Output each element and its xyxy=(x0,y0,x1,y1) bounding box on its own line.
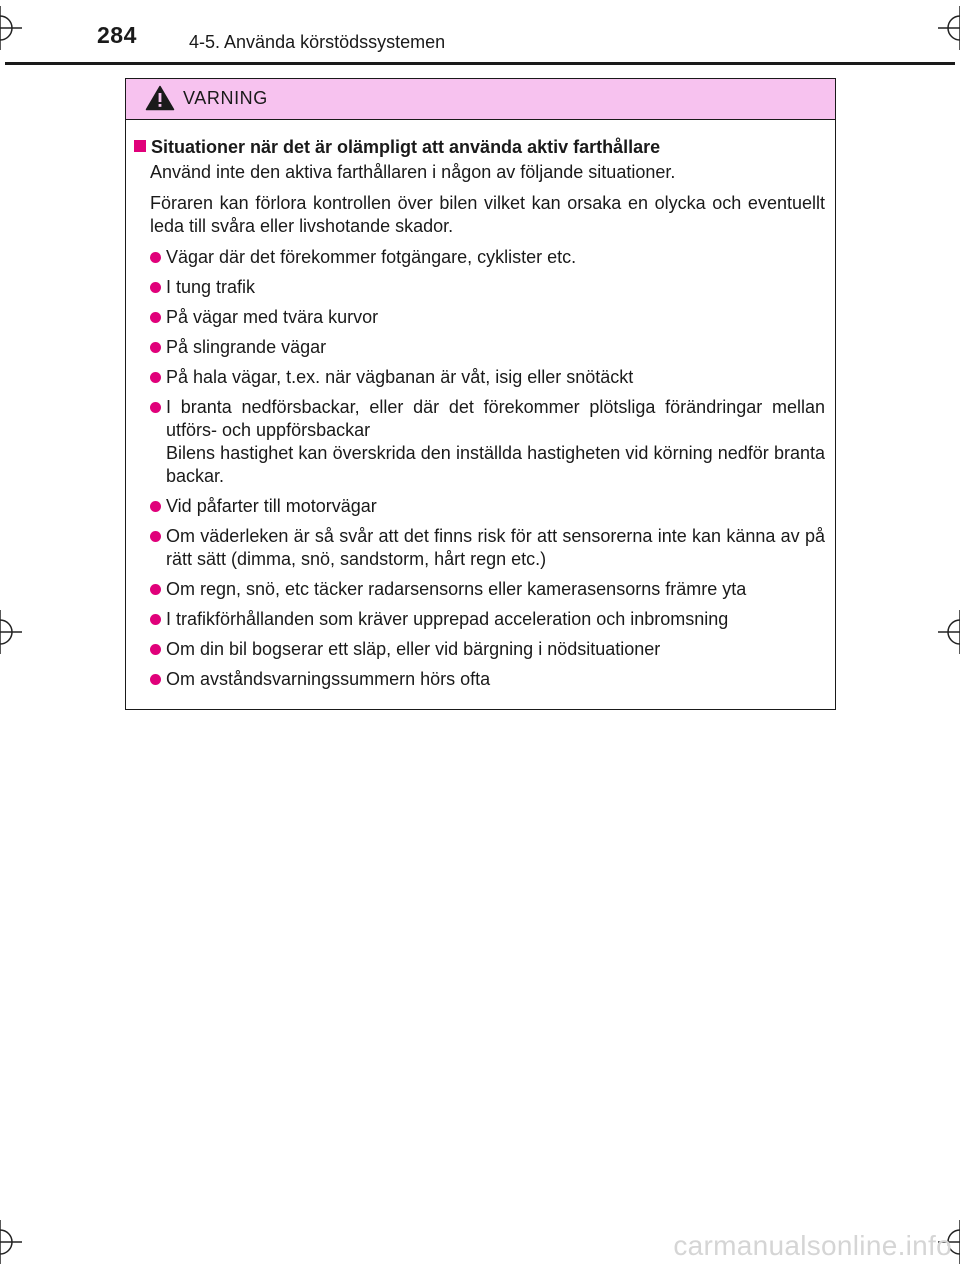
list-item xyxy=(150,608,825,631)
situation-list xyxy=(134,246,827,691)
registration-mark-icon xyxy=(0,1220,22,1264)
list-item-text: I branta nedförsbackar, eller där det förekommer plötsliga förändringar mellan utförs- och uppförsbackar xyxy=(166,397,825,440)
list-item-text: Vid påfarter till motorvägar xyxy=(166,496,377,516)
bullet-dot-icon xyxy=(150,342,161,353)
registration-mark-icon xyxy=(938,6,960,50)
square-bullet-icon xyxy=(134,140,146,152)
list-item xyxy=(150,668,825,691)
bullet-dot-icon xyxy=(150,402,161,413)
list-item xyxy=(150,396,825,488)
registration-mark-icon xyxy=(938,610,960,654)
list-item-text: Vägar där det förekommer fotgängare, cyklister etc. xyxy=(166,247,577,267)
section-heading-text: Situationer när det är olämpligt att använda aktiv farthållare xyxy=(151,137,661,157)
list-item-text: Om avståndsvarningssummern hörs ofta xyxy=(166,669,491,689)
list-item xyxy=(150,276,825,299)
paragraph: Föraren kan förlora kontrollen över bilen vilket kan orsaka en olycka och eventuellt leda till svåra eller livshotande skador. xyxy=(150,193,825,236)
bullet-dot-icon xyxy=(150,501,161,512)
bullet-dot-icon xyxy=(150,531,161,542)
list-item-text: Om väderleken är så svår att det finns risk för att sensorerna inte kan känna av på rätt sätt (dimma, snö, sandstorm, hårt regn etc.) xyxy=(166,526,825,569)
bullet-dot-icon xyxy=(150,372,161,383)
bullet-dot-icon xyxy=(150,312,161,323)
section-title: 4-5. Använda körstödssystemen xyxy=(189,32,446,52)
list-item-text: I tung trafik xyxy=(166,277,256,297)
bullet-dot-icon xyxy=(150,282,161,293)
warning-label: VARNING xyxy=(183,88,268,108)
warning-header xyxy=(126,79,835,120)
list-item-note: Bilens hastighet kan överskrida den inställda hastigheten vid körning nedför branta backar. xyxy=(166,443,825,486)
warning-box xyxy=(125,78,836,710)
list-item xyxy=(150,578,825,601)
list-item xyxy=(150,638,825,661)
list-item-text: Om regn, snö, etc täcker radarsensorns eller kamerasensorns främre yta xyxy=(166,579,747,599)
bullet-dot-icon xyxy=(150,644,161,655)
registration-mark-icon xyxy=(0,610,22,654)
list-item xyxy=(150,366,825,389)
list-item xyxy=(150,246,825,269)
watermark: carmanualsonline.info xyxy=(673,1230,952,1261)
registration-mark-icon xyxy=(0,6,22,50)
page-number: 284 xyxy=(97,22,137,48)
list-item xyxy=(150,306,825,329)
section-heading xyxy=(134,136,827,158)
bullet-dot-icon xyxy=(150,614,161,625)
list-item-text: På slingrande vägar xyxy=(166,337,327,357)
list-item-text: Om din bil bogserar ett släp, eller vid bärgning i nödsituationer xyxy=(166,639,661,659)
warning-triangle-icon xyxy=(145,85,175,111)
bullet-dot-icon xyxy=(150,252,161,263)
bullet-dot-icon xyxy=(150,584,161,595)
list-item xyxy=(150,336,825,359)
list-item-text: På hala vägar, t.ex. när vägbanan är våt, isig eller snötäckt xyxy=(166,367,634,387)
list-item-text: I trafikförhållanden som kräver upprepad acceleration och inbromsning xyxy=(166,609,729,629)
list-item xyxy=(150,525,825,571)
header-divider xyxy=(5,62,955,65)
bullet-dot-icon xyxy=(150,674,161,685)
list-item xyxy=(150,495,825,518)
paragraph: Använd inte den aktiva farthållaren i någon av följande situationer. xyxy=(150,162,676,182)
warning-content xyxy=(126,120,835,691)
list-item-text: På vägar med tvära kurvor xyxy=(166,307,379,327)
